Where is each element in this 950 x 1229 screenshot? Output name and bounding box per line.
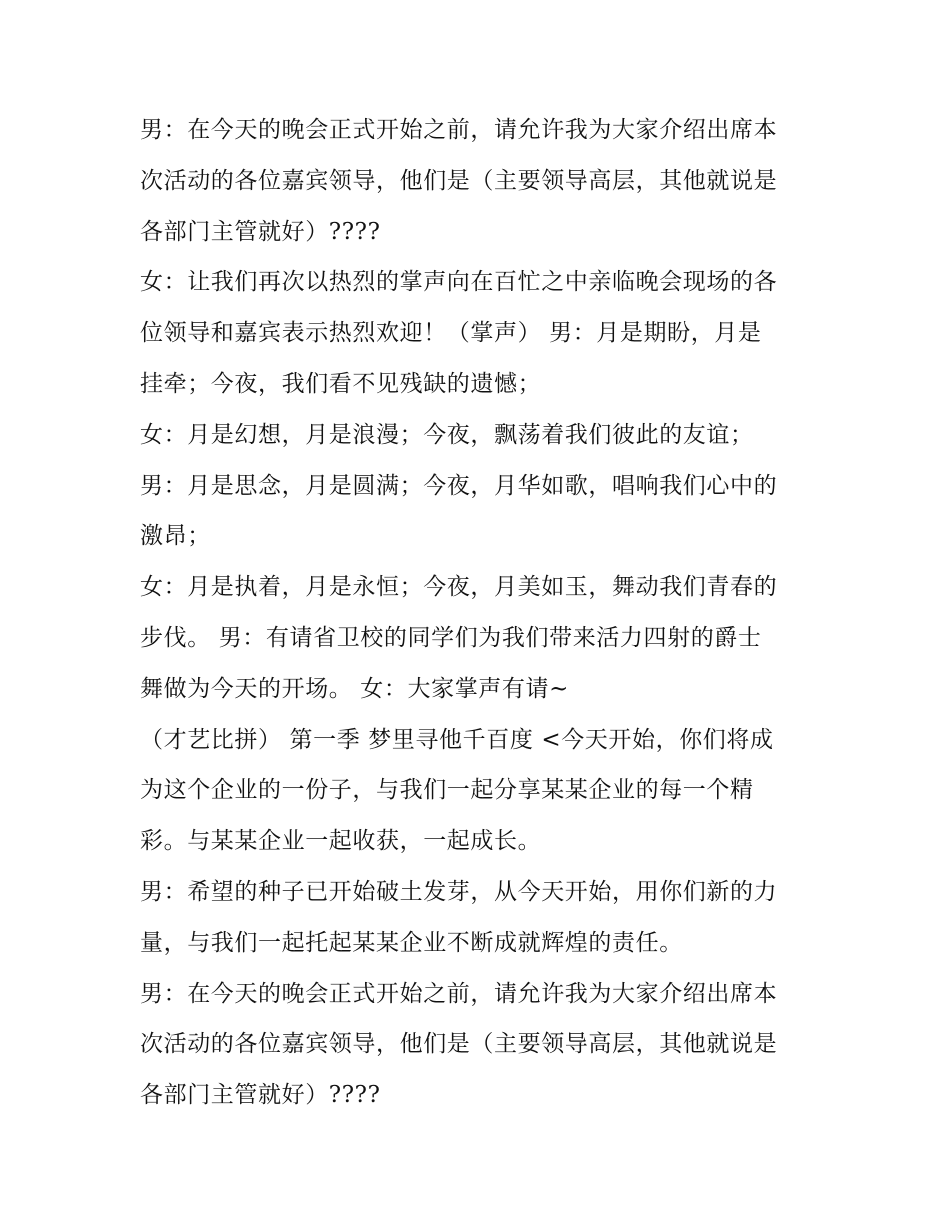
text-line: 男：希望的种子已开始破土发芽，从今天开始，用你们新的力 xyxy=(140,878,778,905)
text-line: 女：月是幻想，月是浪漫；今夜，飘荡着我们彼此的友谊； xyxy=(140,421,754,448)
text-line: 男：在今天的晚会正式开始之前，请允许我为大家介绍出席本 xyxy=(140,117,778,143)
text-line: （才艺比拼） 第一季 梦里寻他千百度 <今天开始，你们将成 xyxy=(140,726,774,753)
text-line: 各部门主管就好）???? xyxy=(140,1082,381,1109)
text-line: 激昂； xyxy=(140,523,211,550)
text-line: 舞做为今天的开场。 女：大家掌声有请~ xyxy=(140,675,569,702)
text-line: 男：月是思念，月是圆满；今夜，月华如歌，唱响我们心中的 xyxy=(140,472,778,499)
text-line: 次活动的各位嘉宾领导，他们是（主要领导高层，其他就说是 xyxy=(140,167,778,194)
text-line: 男：在今天的晚会正式开始之前，请允许我为大家介绍出席本 xyxy=(140,980,778,1007)
text-line: 为这个企业的一份子，与我们一起分享某某企业的每一个精 xyxy=(140,777,754,804)
text-line: 次活动的各位嘉宾领导，他们是（主要领导高层，其他就说是 xyxy=(140,1031,778,1058)
text-line: 女：让我们再次以热烈的掌声向在百忙之中亲临晚会现场的各 xyxy=(140,269,778,296)
document-body xyxy=(140,105,820,1121)
text-line: 步伐。 男：有请省卫校的同学们为我们带来活力四射的爵士 xyxy=(140,624,762,651)
text-line: 女：月是执着，月是永恒；今夜，月美如玉，舞动我们青春的 xyxy=(140,574,778,601)
text-line: 位领导和嘉宾表示热烈欢迎！（掌声） 男：月是期盼，月是 xyxy=(140,320,762,347)
text-line: 挂牵；今夜，我们看不见残缺的遗憾； xyxy=(140,370,542,397)
text-line: 量，与我们一起托起某某企业不断成就辉煌的责任。 xyxy=(140,929,683,956)
text-line: 彩。与某某企业一起收获，一起成长。 xyxy=(140,828,542,855)
text-line: 各部门主管就好）???? xyxy=(140,218,381,245)
